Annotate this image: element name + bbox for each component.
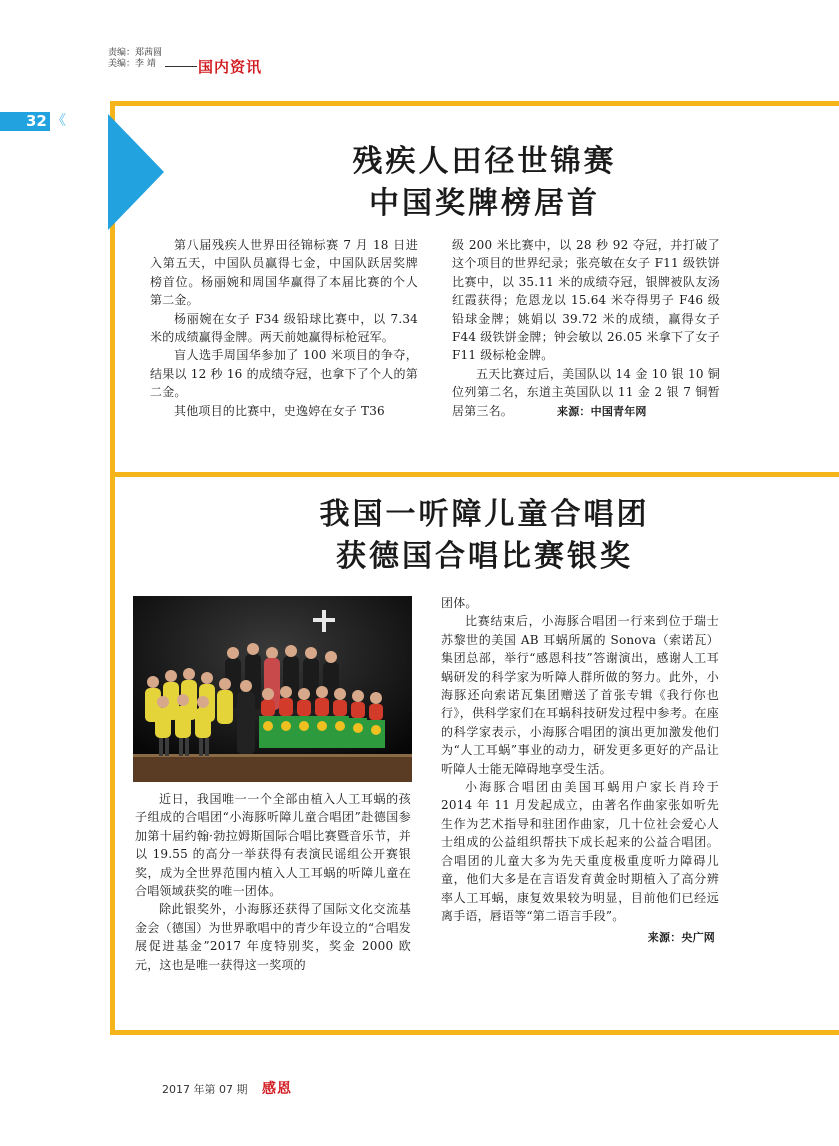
section-title: 国内资讯 — [198, 58, 263, 76]
article1-left-column — [150, 236, 418, 420]
article2-title — [130, 494, 839, 578]
article1-right-column — [452, 236, 720, 421]
article2-source: 来源：央广网 — [647, 931, 715, 945]
article2-paragraph: 比赛结束后，小海豚合唱团一行来到位于瑞士苏黎世的美国 AB 耳蜗所属的 Sonova（索诺瓦）集团总部，举行“感恩科技”答谢演出，感谢人工耳蜗研发的科学家为听障人群所做的努力。此外，小海豚还向索诺瓦集团赠送了首张专辑《我行你也行》，供科学家们在耳蜗科技研发过程中参考。在座的科学家表示，小海豚合唱团的演出更加激发他们为“人工耳蜗”事业的动力，研发更多更好的产品让听障人士能无障碍地享受生活。 — [441, 614, 719, 776]
editor-credits — [108, 48, 162, 70]
article1-paragraph: 杨丽婉在女子 F34 级铅球比赛中，以 7.34 米的成绩赢得金牌。两天前她赢得标枪冠军。 — [150, 311, 418, 345]
editor-line: 责编：郑茜圆 — [108, 48, 163, 58]
footer-logo: 感恩 — [262, 1081, 292, 1097]
article1-paragraph: 其他项目的比赛中，史逸婷在女子 T36 — [174, 403, 385, 418]
article2-right-column — [441, 594, 719, 948]
article1-title-line1: 残疾人田径世锦赛 — [352, 144, 617, 179]
article1-paragraph: 第八届残疾人世界田径锦标赛 7 月 18 日进入第五天，中国队员赢得七金，中国队跃居奖牌榜首位。杨丽婉和周国华赢得了本届比赛的个人第二金。 — [150, 238, 418, 308]
page-number: 32 — [26, 112, 47, 130]
article2-left-column — [135, 790, 411, 974]
page-arrows-icon: 《 — [52, 113, 66, 129]
article2-paragraph: 近日，我国唯一一个全部由植入人工耳蜗的孩子组成的合唱团“小海豚听障儿童合唱团”赴德国参加第十届约翰·勃拉姆斯国际合唱比赛暨音乐节，并以 19.55 的高分一举获得有表演民谣组公开赛银奖，成为全世界范围内植入人工耳蜗的听障儿童在合唱领域获奖的唯一团体。 — [135, 792, 411, 899]
article2-title-line1: 我国一听障儿童合唱团 — [319, 497, 650, 532]
article1-title-line2: 中国奖牌榜居首 — [369, 186, 600, 221]
choir-photo-illustration — [133, 596, 412, 782]
article-divider — [110, 472, 839, 477]
article1-source: 来源：中国青年网 — [557, 404, 647, 418]
article2-title-line2: 获德国合唱比赛银奖 — [336, 539, 633, 574]
art-editor-line: 美编：李 靖 — [108, 59, 156, 69]
article1-paragraph: 盲人选手周国华参加了 100 米项目的争夺，结果以 12 秒 16 的成绩夺冠，也拿下了个人的第二金。 — [150, 348, 418, 400]
article1-title — [130, 141, 839, 225]
header-rule — [165, 66, 197, 67]
article1-paragraph: 级 200 米比赛中，以 28 秒 92 夺冠，并打破了这个项目的世界纪录；张亮敏在女子 F11 级铁饼比赛中，以 35.11 米的成绩夺冠，银牌被队友汤红霞获得；危恩龙以 15.64 米夺得男子 F46 级铅球金牌；姚娟以 39.72 米的成绩，赢得女子 F44 级铁饼金牌；钟会敏以 26.05 米拿下了女子 F11 级标枪金牌。 — [452, 238, 720, 363]
article2-paragraph: 除此银奖外，小海豚还获得了国际文化交流基金会（德国）为世界歌唱中的青少年设立的“合唱发展促进基金”2017 年度特别奖，奖金 2000 欧元，这也是唯一获得这一奖项的 — [135, 902, 411, 972]
article1-paragraph-last — [452, 365, 720, 421]
article2-paragraph: 小海豚合唱团由美国耳蜗用户家长肖玲于 2014 年 11 月发起成立，由著名作曲家张如听先生作为艺术指导和驻团作曲家，几十位社会爱心人士组成的公益组织帮扶下成长起来的公益合唱团。合唱团的儿童大多为先天重度极重度听力障碍儿童，他们大多是在言语发育黄金时期植入了高分辨率人工耳蜗，康复效果较为明显，目前他们已经远离手语，唇语等“第二语言手段”。 — [441, 780, 719, 923]
article2-paragraph: 团体。 — [441, 596, 478, 610]
choir-photo — [133, 596, 412, 782]
footer-issue: 2017 年第 07 期 — [162, 1083, 248, 1096]
article1-last-text: 五天比赛过后，美国队以 14 金 10 银 10 铜位列第二名，东道主英国队以 11 金 2 银 7 铜暂居第三名。 — [452, 366, 720, 418]
